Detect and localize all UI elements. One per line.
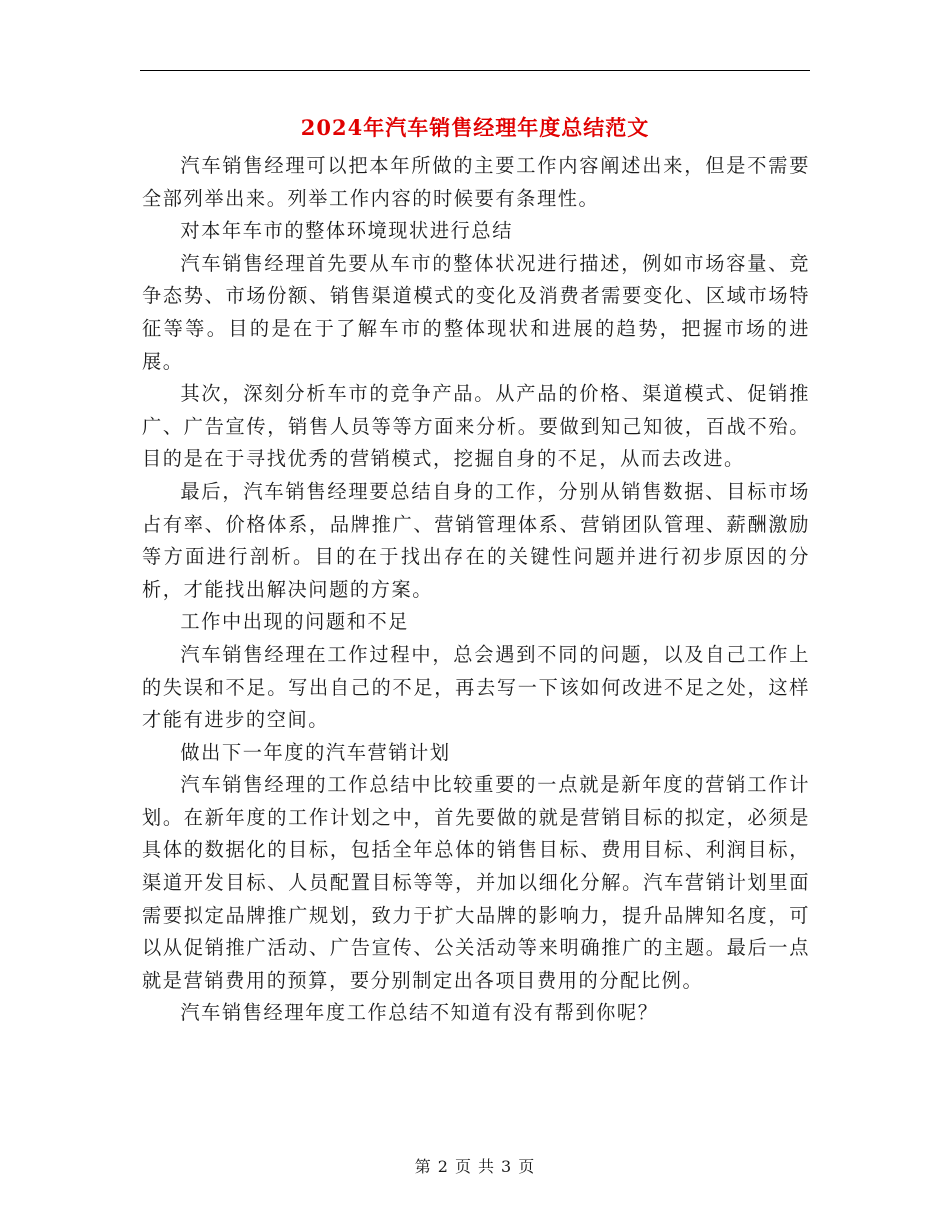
footer-prefix: 第 — [414, 1157, 432, 1176]
page-footer — [0, 1154, 950, 1177]
paragraph-marketing-plan: 汽车销售经理的工作总结中比较重要的一点就是新年度的营销工作计划。在新年度的工作计划之中，首先要做的就是营销目标的拟定，必须是具体的数据化的目标，包括全年总体的销售目标、费用目标、利润目标，渠道开发目标、人员配置目标等等，并加以细化分解。汽车营销计划里面需要拟定品牌推广规划，致力于扩大品牌的影响力，提升品牌知名度，可以从促销推广活动、广告宣传、公关活动等来明确推广的主题。最后一点就是营销费用的预算，要分别制定出各项目费用的分配比例。 — [142, 773, 810, 992]
section-heading-problems: 工作中出现的问题和不足 — [180, 610, 410, 634]
paragraph-market-overview: 汽车销售经理首先要从车市的整体状况进行描述，例如市场容量、竞争态势、市场份额、销售渠道模式的变化及消费者需要变化、区域市场特征等等。目的是在于了解车市的整体现状和进展的趋势，把握市场的进展。 — [142, 251, 810, 373]
paragraph-intro: 汽车销售经理可以把本年所做的主要工作内容阐述出来，但是不需要全部列举出来。列举工作内容的时候要有条理性。 — [142, 154, 810, 210]
footer-total-pages: 3 — [501, 1157, 513, 1176]
document-title: 2024年汽车销售经理年度总结范文 — [300, 115, 650, 140]
footer-suffix: 页 — [518, 1157, 536, 1176]
paragraph-closing: 汽车销售经理年度工作总结不知道有没有帮到你呢？ — [180, 1001, 659, 1025]
header-rule — [140, 70, 810, 71]
section-heading-market-summary: 对本年车市的整体环境现状进行总结 — [180, 219, 513, 243]
document-body — [142, 150, 810, 1030]
paragraph-competitor-analysis: 其次，深刻分析车市的竞争产品。从产品的价格、渠道模式、促销推广、广告宣传，销售人员等等方面来分析。要做到知己知彼，百战不殆。目的是在于寻找优秀的营销模式，挖掘自身的不足，从而去改进。 — [142, 382, 810, 471]
section-heading-next-year-plan: 做出下一年度的汽车营销计划 — [180, 740, 451, 764]
paragraph-problems: 汽车销售经理在工作过程中，总会遇到不同的问题，以及自己工作上的失误和不足。写出自己的不足，再去写一下该如何改进不足之处，这样才能有进步的空间。 — [142, 642, 810, 732]
paragraph-self-review: 最后，汽车销售经理要总结自身的工作，分别从销售数据、目标市场占有率、价格体系，品牌推广、营销管理体系、营销团队管理、薪酬激励等方面进行剖析。目的在于找出存在的关键性问题并进行初步原因的分析，才能找出解决问题的方案。 — [142, 479, 810, 601]
footer-page-number: 2 — [437, 1157, 449, 1176]
footer-middle: 页 共 — [454, 1157, 496, 1176]
